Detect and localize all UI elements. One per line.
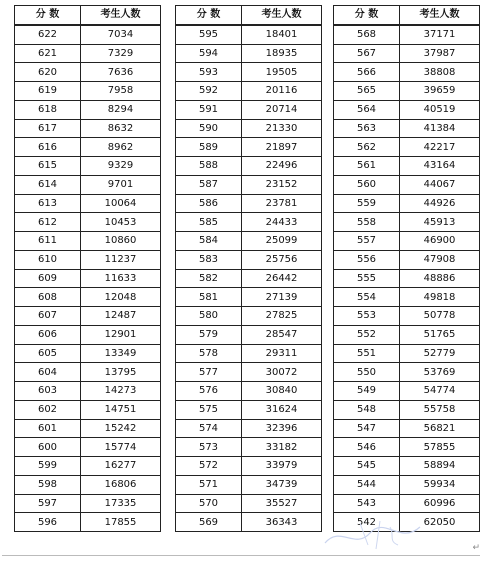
score-cell: 590: [176, 119, 242, 138]
count-cell: 40519: [400, 100, 480, 119]
count-cell: 11633: [81, 269, 161, 288]
count-cell: 10860: [81, 232, 161, 251]
table-row: [334, 213, 480, 232]
score-cell: 589: [176, 138, 242, 157]
score-cell: 575: [176, 400, 242, 419]
table-row: [334, 100, 480, 119]
table-row: [15, 494, 161, 513]
count-cell: 29311: [242, 344, 322, 363]
score-cell: 591: [176, 100, 242, 119]
table-row: [334, 269, 480, 288]
table-row: [176, 119, 322, 138]
table-row: [334, 419, 480, 438]
score-header: 分 数: [334, 6, 400, 25]
count-cell: 22496: [242, 157, 322, 176]
table-row: [15, 438, 161, 457]
count-cell: 30072: [242, 363, 322, 382]
table-row: [176, 63, 322, 82]
count-cell: 20714: [242, 100, 322, 119]
count-cell: 27139: [242, 288, 322, 307]
count-cell: 45913: [400, 213, 480, 232]
table-row: [176, 363, 322, 382]
count-cell: 55758: [400, 400, 480, 419]
table-row: [15, 44, 161, 63]
score-cell: 571: [176, 475, 242, 494]
score-cell: 594: [176, 44, 242, 63]
score-table-3: [333, 5, 480, 532]
score-cell: 548: [334, 400, 400, 419]
table-row: [15, 400, 161, 419]
score-cell: 600: [15, 438, 81, 457]
header-row: [334, 6, 480, 25]
count-cell: 54774: [400, 382, 480, 401]
table-row: [15, 25, 161, 44]
count-cell: 10064: [81, 194, 161, 213]
count-cell: 37987: [400, 44, 480, 63]
score-cell: 618: [15, 100, 81, 119]
table-row: [15, 269, 161, 288]
score-cell: 542: [334, 513, 400, 532]
count-cell: 43164: [400, 157, 480, 176]
table-row: [176, 419, 322, 438]
table-row: [15, 382, 161, 401]
table-row: [176, 325, 322, 344]
score-cell: 580: [176, 307, 242, 326]
count-cell: 9329: [81, 157, 161, 176]
count-cell: 19505: [242, 63, 322, 82]
table-row: [176, 475, 322, 494]
count-cell: 20116: [242, 82, 322, 101]
score-cell: 598: [15, 475, 81, 494]
score-cell: 551: [334, 344, 400, 363]
count-cell: 25756: [242, 250, 322, 269]
score-cell: 558: [334, 213, 400, 232]
table-row: [15, 82, 161, 101]
score-cell: 593: [176, 63, 242, 82]
score-cell: 616: [15, 138, 81, 157]
score-cell: 611: [15, 232, 81, 251]
score-cell: 562: [334, 138, 400, 157]
table-row: [334, 438, 480, 457]
count-cell: 13795: [81, 363, 161, 382]
score-cell: 553: [334, 307, 400, 326]
count-cell: 8632: [81, 119, 161, 138]
score-cell: 581: [176, 288, 242, 307]
table-row: [15, 232, 161, 251]
score-cell: 544: [334, 475, 400, 494]
score-cell: 565: [334, 82, 400, 101]
score-cell: 609: [15, 269, 81, 288]
score-cell: 619: [15, 82, 81, 101]
table-row: [334, 457, 480, 476]
count-cell: 60996: [400, 494, 480, 513]
score-cell: 608: [15, 288, 81, 307]
count-header: 考生人数: [400, 6, 480, 25]
table-row: [334, 157, 480, 176]
table-row: [15, 250, 161, 269]
score-cell: 621: [15, 44, 81, 63]
count-cell: 25099: [242, 232, 322, 251]
paragraph-return-mark: ↵: [472, 543, 480, 553]
score-cell: 555: [334, 269, 400, 288]
score-cell: 552: [334, 325, 400, 344]
table-row: [334, 363, 480, 382]
count-cell: 36343: [242, 513, 322, 532]
watermark-scribble: [320, 515, 430, 555]
score-cell: 546: [334, 438, 400, 457]
count-cell: 35527: [242, 494, 322, 513]
table-row: [15, 288, 161, 307]
table-row: [15, 325, 161, 344]
score-cell: 583: [176, 250, 242, 269]
count-cell: 7034: [81, 25, 161, 44]
count-cell: 33979: [242, 457, 322, 476]
score-cell: 569: [176, 513, 242, 532]
count-cell: 32396: [242, 419, 322, 438]
count-cell: 33182: [242, 438, 322, 457]
score-cell: 607: [15, 307, 81, 326]
score-cell: 605: [15, 344, 81, 363]
count-cell: 39659: [400, 82, 480, 101]
score-cell: 622: [15, 25, 81, 44]
table-row: [15, 475, 161, 494]
table-row: [334, 138, 480, 157]
score-cell: 559: [334, 194, 400, 213]
table-row: [334, 175, 480, 194]
score-cell: 567: [334, 44, 400, 63]
table-row: [334, 44, 480, 63]
score-cell: 606: [15, 325, 81, 344]
table-row: [334, 63, 480, 82]
table-row: [176, 307, 322, 326]
score-cell: 612: [15, 213, 81, 232]
count-cell: 24433: [242, 213, 322, 232]
table-row: [176, 494, 322, 513]
table-row: [15, 513, 161, 532]
table-row: [15, 119, 161, 138]
table-row: [334, 119, 480, 138]
score-cell: 577: [176, 363, 242, 382]
count-cell: 37171: [400, 25, 480, 44]
count-cell: 27825: [242, 307, 322, 326]
table-row: [15, 457, 161, 476]
score-cell: 604: [15, 363, 81, 382]
score-cell: 596: [15, 513, 81, 532]
score-cell: 610: [15, 250, 81, 269]
table-row: [334, 400, 480, 419]
table-row: [334, 344, 480, 363]
count-cell: 14273: [81, 382, 161, 401]
table-row: [176, 232, 322, 251]
count-cell: 7636: [81, 63, 161, 82]
count-cell: 13349: [81, 344, 161, 363]
table-row: [176, 82, 322, 101]
score-cell: 613: [15, 194, 81, 213]
score-cell: 578: [176, 344, 242, 363]
score-cell: 570: [176, 494, 242, 513]
count-cell: 41384: [400, 119, 480, 138]
score-cell: 556: [334, 250, 400, 269]
table-row: [176, 344, 322, 363]
table-row: [176, 288, 322, 307]
score-cell: 601: [15, 419, 81, 438]
score-cell: 573: [176, 438, 242, 457]
count-cell: 44926: [400, 194, 480, 213]
score-cell: 584: [176, 232, 242, 251]
table-row: [334, 288, 480, 307]
count-cell: 62050: [400, 513, 480, 532]
count-cell: 38808: [400, 63, 480, 82]
table-row: [15, 63, 161, 82]
table-row: [15, 363, 161, 382]
count-cell: 48886: [400, 269, 480, 288]
count-cell: 17855: [81, 513, 161, 532]
score-cell: 563: [334, 119, 400, 138]
score-cell: 568: [334, 25, 400, 44]
count-cell: 58894: [400, 457, 480, 476]
table-row: [334, 232, 480, 251]
count-cell: 23781: [242, 194, 322, 213]
score-cell: 547: [334, 419, 400, 438]
count-cell: 10453: [81, 213, 161, 232]
table-row: [176, 457, 322, 476]
table-row: [176, 382, 322, 401]
score-cell: 614: [15, 175, 81, 194]
count-cell: 50778: [400, 307, 480, 326]
score-cell: 560: [334, 175, 400, 194]
score-header: 分 数: [15, 6, 81, 25]
table-row: [334, 494, 480, 513]
count-cell: 15774: [81, 438, 161, 457]
table-row: [15, 344, 161, 363]
score-cell: 564: [334, 100, 400, 119]
count-cell: 15242: [81, 419, 161, 438]
score-cell: 586: [176, 194, 242, 213]
score-cell: 566: [334, 63, 400, 82]
table-row: [176, 269, 322, 288]
score-cell: 585: [176, 213, 242, 232]
count-cell: 53769: [400, 363, 480, 382]
table-row: [176, 44, 322, 63]
table-row: [176, 25, 322, 44]
count-cell: 17335: [81, 494, 161, 513]
score-cell: 550: [334, 363, 400, 382]
count-cell: 18401: [242, 25, 322, 44]
count-cell: 30840: [242, 382, 322, 401]
table-row: [176, 250, 322, 269]
score-cell: 572: [176, 457, 242, 476]
count-cell: 21897: [242, 138, 322, 157]
count-cell: 7329: [81, 44, 161, 63]
score-cell: 574: [176, 419, 242, 438]
table-row: [176, 138, 322, 157]
score-cell: 595: [176, 25, 242, 44]
count-cell: 42217: [400, 138, 480, 157]
score-cell: 543: [334, 494, 400, 513]
score-table-2: [175, 5, 322, 532]
count-cell: 8962: [81, 138, 161, 157]
count-cell: 12048: [81, 288, 161, 307]
table-row: [176, 513, 322, 532]
table-row: [176, 194, 322, 213]
count-cell: 34739: [242, 475, 322, 494]
score-cell: 599: [15, 457, 81, 476]
page-bottom-rule: [2, 555, 480, 556]
count-cell: 31624: [242, 400, 322, 419]
table-row: [15, 175, 161, 194]
table-row: [334, 325, 480, 344]
score-cell: 561: [334, 157, 400, 176]
count-header: 考生人数: [242, 6, 322, 25]
table-row: [334, 307, 480, 326]
table-row: [15, 194, 161, 213]
count-cell: 51765: [400, 325, 480, 344]
count-cell: 59934: [400, 475, 480, 494]
table-row: [334, 82, 480, 101]
score-cell: 549: [334, 382, 400, 401]
count-cell: 57855: [400, 438, 480, 457]
table-row: [176, 157, 322, 176]
score-cell: 620: [15, 63, 81, 82]
table-row: [334, 25, 480, 44]
score-cell: 576: [176, 382, 242, 401]
table-row: [15, 100, 161, 119]
count-cell: 18935: [242, 44, 322, 63]
count-cell: 26442: [242, 269, 322, 288]
table-row: [176, 438, 322, 457]
table-row: [176, 100, 322, 119]
count-cell: 23152: [242, 175, 322, 194]
score-header: 分 数: [176, 6, 242, 25]
table-row: [15, 419, 161, 438]
count-cell: 14751: [81, 400, 161, 419]
count-cell: 47908: [400, 250, 480, 269]
count-cell: 16806: [81, 475, 161, 494]
score-cell: 603: [15, 382, 81, 401]
score-table-1: [14, 5, 161, 532]
count-cell: 11237: [81, 250, 161, 269]
count-cell: 16277: [81, 457, 161, 476]
score-cell: 582: [176, 269, 242, 288]
table-row: [176, 213, 322, 232]
score-cell: 597: [15, 494, 81, 513]
table-row: [334, 194, 480, 213]
count-cell: 56821: [400, 419, 480, 438]
count-cell: 8294: [81, 100, 161, 119]
header-row: [176, 6, 322, 25]
score-cell: 579: [176, 325, 242, 344]
score-cell: 617: [15, 119, 81, 138]
score-cell: 587: [176, 175, 242, 194]
score-cell: 615: [15, 157, 81, 176]
score-cell: 554: [334, 288, 400, 307]
count-cell: 44067: [400, 175, 480, 194]
count-header: 考生人数: [81, 6, 161, 25]
count-cell: 49818: [400, 288, 480, 307]
count-cell: 21330: [242, 119, 322, 138]
count-cell: 28547: [242, 325, 322, 344]
table-row: [334, 382, 480, 401]
count-cell: 46900: [400, 232, 480, 251]
table-row: [15, 157, 161, 176]
table-row: [15, 213, 161, 232]
table-row: [334, 250, 480, 269]
score-cell: 592: [176, 82, 242, 101]
header-row: [15, 6, 161, 25]
count-cell: 52779: [400, 344, 480, 363]
count-cell: 7958: [81, 82, 161, 101]
count-cell: 12487: [81, 307, 161, 326]
table-row: [176, 175, 322, 194]
table-row: [334, 475, 480, 494]
table-row: [15, 138, 161, 157]
score-cell: 588: [176, 157, 242, 176]
score-cell: 545: [334, 457, 400, 476]
count-cell: 9701: [81, 175, 161, 194]
table-row: [176, 400, 322, 419]
table-row: [15, 307, 161, 326]
count-cell: 12901: [81, 325, 161, 344]
score-cell: 557: [334, 232, 400, 251]
score-cell: 602: [15, 400, 81, 419]
